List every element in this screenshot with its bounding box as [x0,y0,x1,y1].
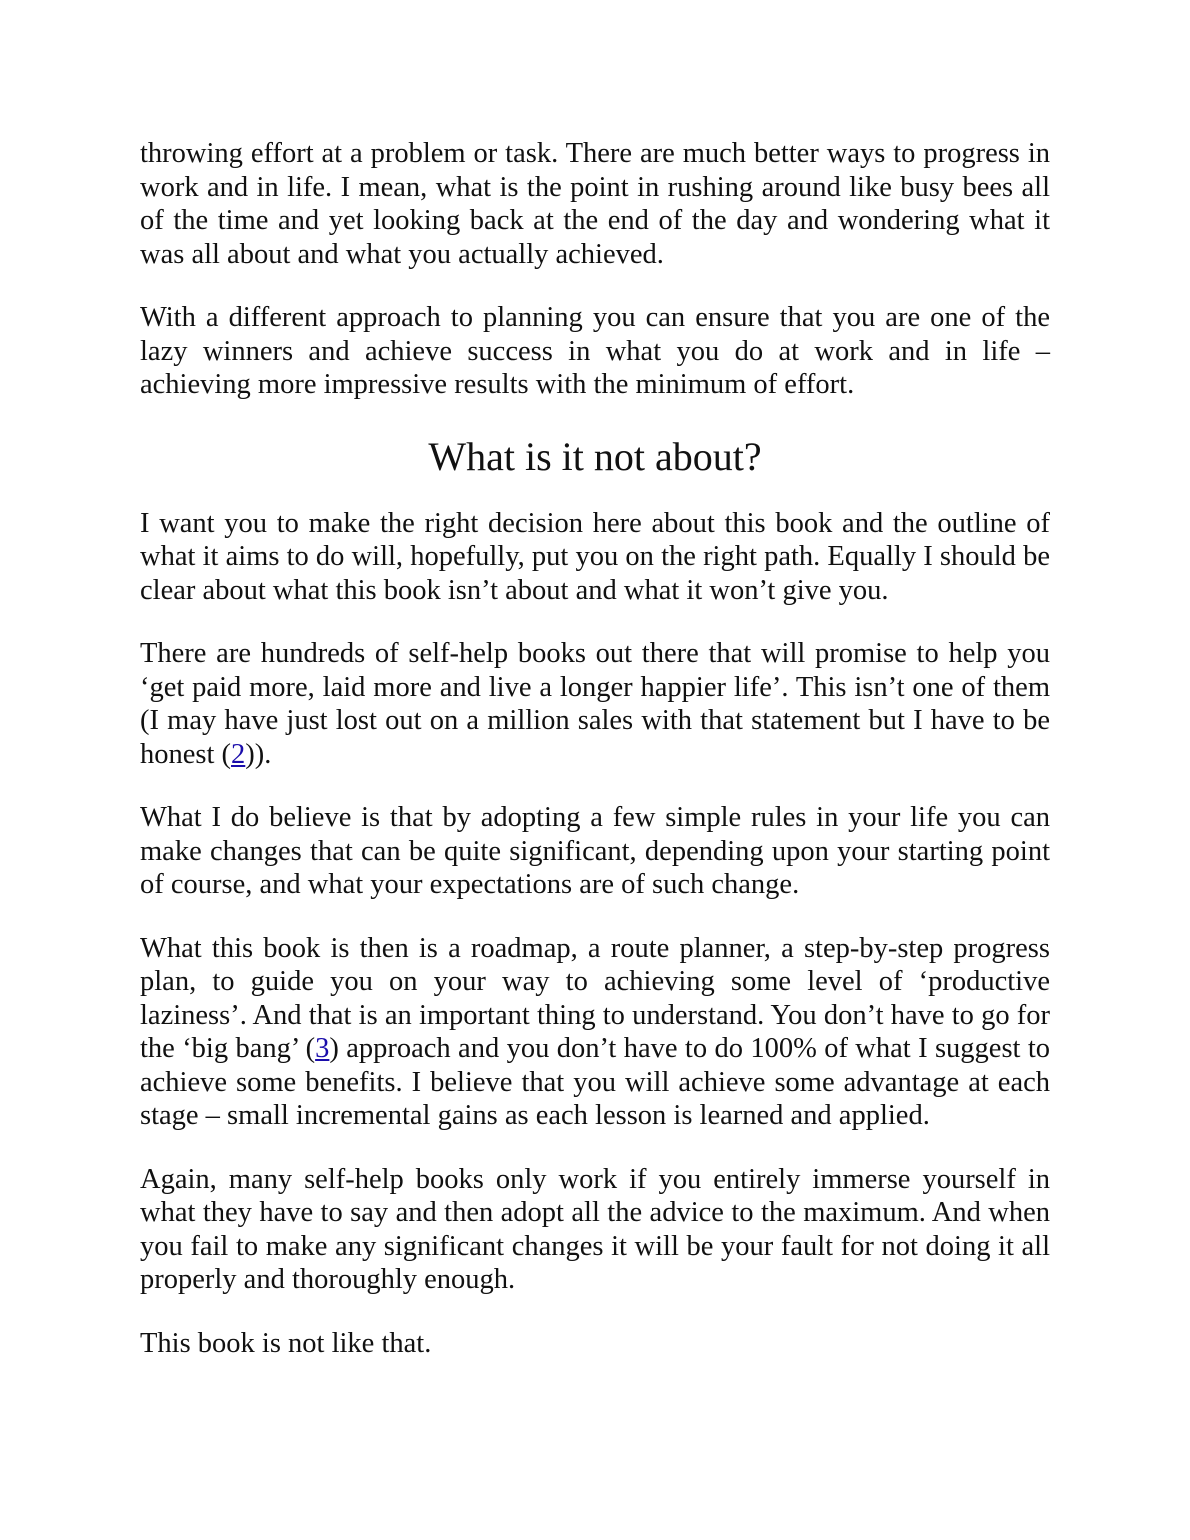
paragraph-effort: throwing effort at a problem or task. There are much better ways to progress in work and in life. I mean, what is the point in rushing around like busy bees all of the time and yet looking back at the end of the day and wondering what it was all about and what you actually achieved. [140,138,1050,270]
paragraph-right-decision: I want you to make the right decision here about this book and the outline of what it aims to do will, hopefully, put you on the right path. Equally I should be clear about what this book isn’t about and what it won’t give you. [140,507,1050,606]
paragraph-text-start: There are hundreds of self-help books out there that will promise to help you ‘get paid more, laid more and live a longer happier life’. This isn’t one of them (I may have just lost out on a million sales with that statement but I have to be honest ( [140,638,1050,770]
section-heading: What is it not about? [428,433,762,479]
paragraph-text-start: What this book is then is a roadmap, a route planner, a step-by-step progress plan, to guide you on your way to achieving some level of ‘productive laziness’. And that is an important thing to understand. You don’t have to go for the ‘big bang’ ( [140,932,1050,1064]
paragraph-self-help-books [140,637,1050,771]
paragraph-simple-rules: What I do believe is that by adopting a few simple rules in your life you can make changes that can be quite significant, depending upon your starting point of course, and what your expectations are of such change. [140,802,1050,900]
footnote-link-3[interactable]: 3 [315,1033,330,1064]
paragraph-immerse: Again, many self-help books only work if you entirely immerse yourself in what they have to say and then adopt all the advice to the maximum. And when you fail to make any significant changes it will be your fault for not doing it all properly and thoroughly enough. [140,1163,1050,1295]
paragraph-planning: With a different approach to planning you can ensure that you are one of the lazy winners and achieve success in what you do at work and in life – achieving more impressive results with the minimum of effort. [140,302,1050,400]
document-page [140,137,1050,1390]
paragraph-text-end: )). [245,738,272,770]
paragraph-text-end: ) approach and you don’t have to do 100% of what I suggest to achieve some benefits. I believe that you will achieve some advantage at each stage – small incremental gains as each lesson is learned and applied. [140,1033,1050,1131]
paragraph-roadmap [140,932,1050,1133]
paragraph-closing: This book is not like that. [140,1327,432,1359]
footnote-link-2[interactable]: 2 [231,738,246,770]
